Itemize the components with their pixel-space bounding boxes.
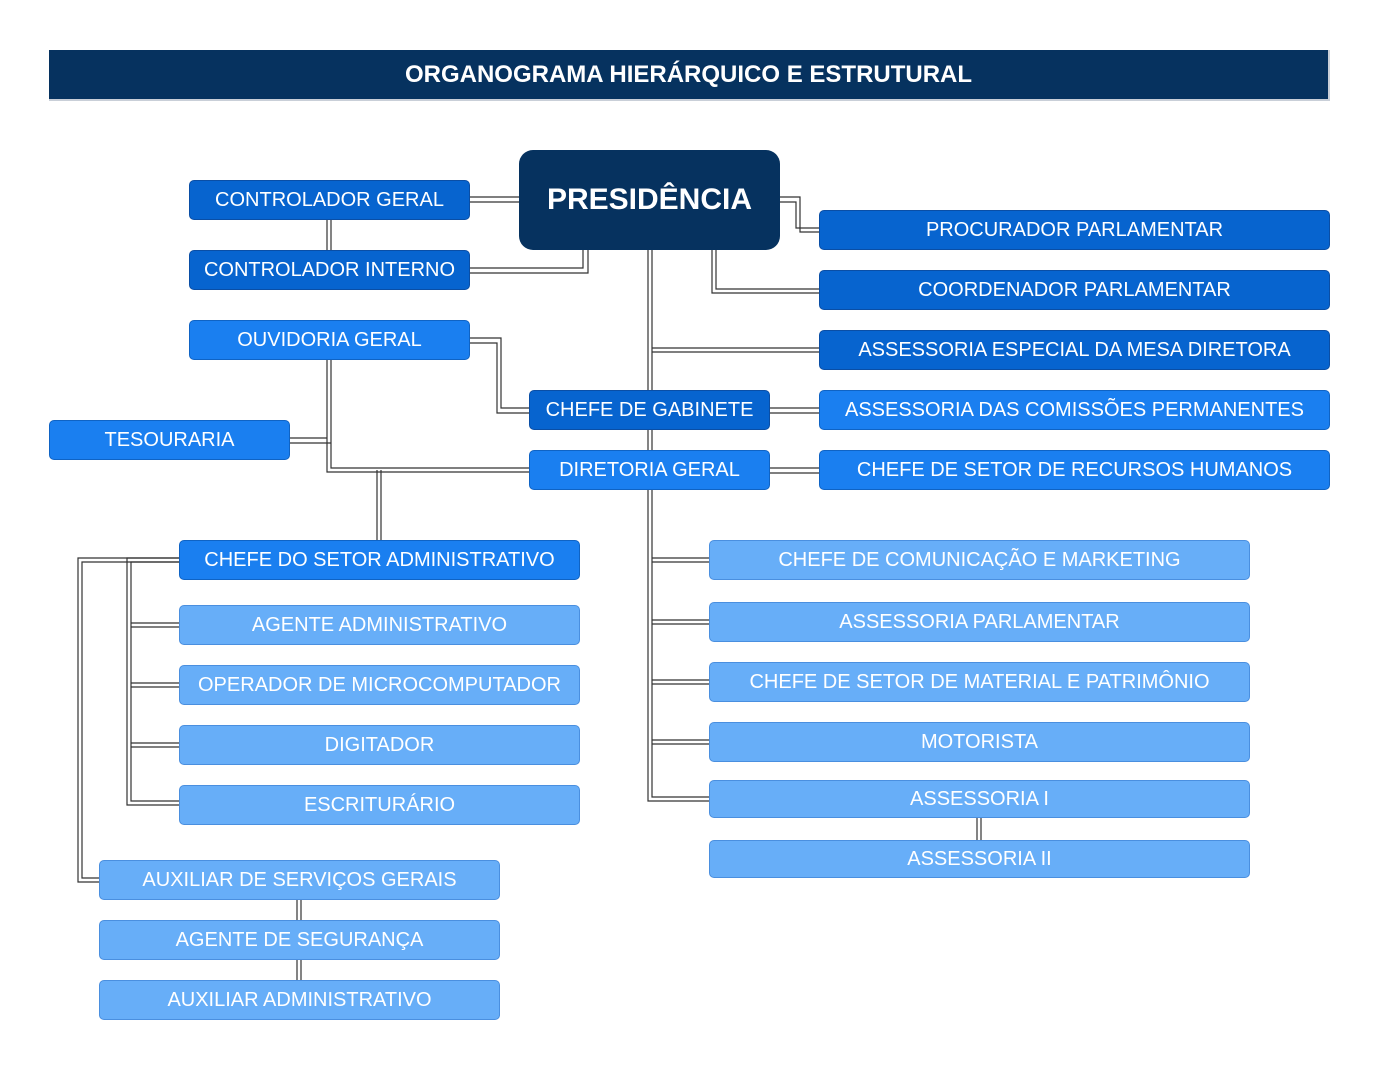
node-escriturario[interactable]: ESCRITURÁRIO xyxy=(179,785,580,825)
connector xyxy=(470,250,588,273)
node-controlador-geral[interactable]: CONTROLADOR GERAL xyxy=(189,180,470,220)
connector xyxy=(779,197,820,232)
node-assessoria-ii[interactable]: ASSESSORIA II xyxy=(709,840,1250,878)
node-ouvidoria-geral[interactable]: OUVIDORIA GERAL xyxy=(189,320,470,360)
connector xyxy=(78,558,180,882)
node-auxiliar-servicos-gerais[interactable]: AUXILIAR DE SERVIÇOS GERAIS xyxy=(99,860,500,900)
connector xyxy=(712,250,820,293)
connector xyxy=(327,360,530,472)
connector xyxy=(297,960,301,980)
node-auxiliar-administrativo[interactable]: AUXILIAR ADMINISTRATIVO xyxy=(99,980,500,1020)
node-operador-microcomputador[interactable]: OPERADOR DE MICROCOMPUTADOR xyxy=(179,665,580,705)
connector xyxy=(327,220,331,250)
connector xyxy=(770,468,820,473)
node-coordenador-parlamentar[interactable]: COORDENADOR PARLAMENTAR xyxy=(819,270,1330,310)
node-agente-administrativo[interactable]: AGENTE ADMINISTRATIVO xyxy=(179,605,580,645)
node-assessoria-i[interactable]: ASSESSORIA I xyxy=(709,780,1250,818)
node-digitador[interactable]: DIGITADOR xyxy=(179,725,580,765)
connector xyxy=(652,680,710,684)
connector xyxy=(470,197,520,202)
connector xyxy=(127,558,180,805)
node-presidencia[interactable]: PRESIDÊNCIA xyxy=(519,150,780,250)
node-assessoria-parlamentar[interactable]: ASSESSORIA PARLAMENTAR xyxy=(709,602,1250,642)
node-controlador-interno[interactable]: CONTROLADOR INTERNO xyxy=(189,250,470,290)
node-chefe-rh[interactable]: CHEFE DE SETOR DE RECURSOS HUMANOS xyxy=(819,450,1330,490)
connector xyxy=(977,818,981,840)
node-chefe-comunicacao[interactable]: CHEFE DE COMUNICAÇÃO E MARKETING xyxy=(709,540,1250,580)
connector xyxy=(131,623,180,627)
node-chefe-material[interactable]: CHEFE DE SETOR DE MATERIAL E PATRIMÔNIO xyxy=(709,662,1250,702)
node-chefe-gabinete[interactable]: CHEFE DE GABINETE xyxy=(529,390,770,430)
connector xyxy=(652,558,710,562)
connector xyxy=(297,900,301,920)
connector xyxy=(648,430,652,450)
connector xyxy=(470,338,530,413)
connector xyxy=(648,250,652,390)
chart-title: ORGANOGRAMA HIERÁRQUICO E ESTRUTURAL xyxy=(49,50,1330,101)
connector xyxy=(648,490,710,801)
node-motorista[interactable]: MOTORISTA xyxy=(709,722,1250,762)
node-agente-seguranca[interactable]: AGENTE DE SEGURANÇA xyxy=(99,920,500,960)
connector xyxy=(131,683,180,687)
connector xyxy=(377,470,381,540)
node-assessoria-especial[interactable]: ASSESSORIA ESPECIAL DA MESA DIRETORA xyxy=(819,330,1330,370)
connector xyxy=(770,408,820,413)
connector xyxy=(652,348,820,352)
connector xyxy=(131,743,180,747)
node-procurador-parlamentar[interactable]: PROCURADOR PARLAMENTAR xyxy=(819,210,1330,250)
connector xyxy=(652,620,710,624)
connector xyxy=(290,438,331,443)
node-tesouraria[interactable]: TESOURARIA xyxy=(49,420,290,460)
node-assessoria-comissoes[interactable]: ASSESSORIA DAS COMISSÕES PERMANENTES xyxy=(819,390,1330,430)
node-chefe-setor-administrativo[interactable]: CHEFE DO SETOR ADMINISTRATIVO xyxy=(179,540,580,580)
connector xyxy=(652,740,710,744)
node-diretoria-geral[interactable]: DIRETORIA GERAL xyxy=(529,450,770,490)
